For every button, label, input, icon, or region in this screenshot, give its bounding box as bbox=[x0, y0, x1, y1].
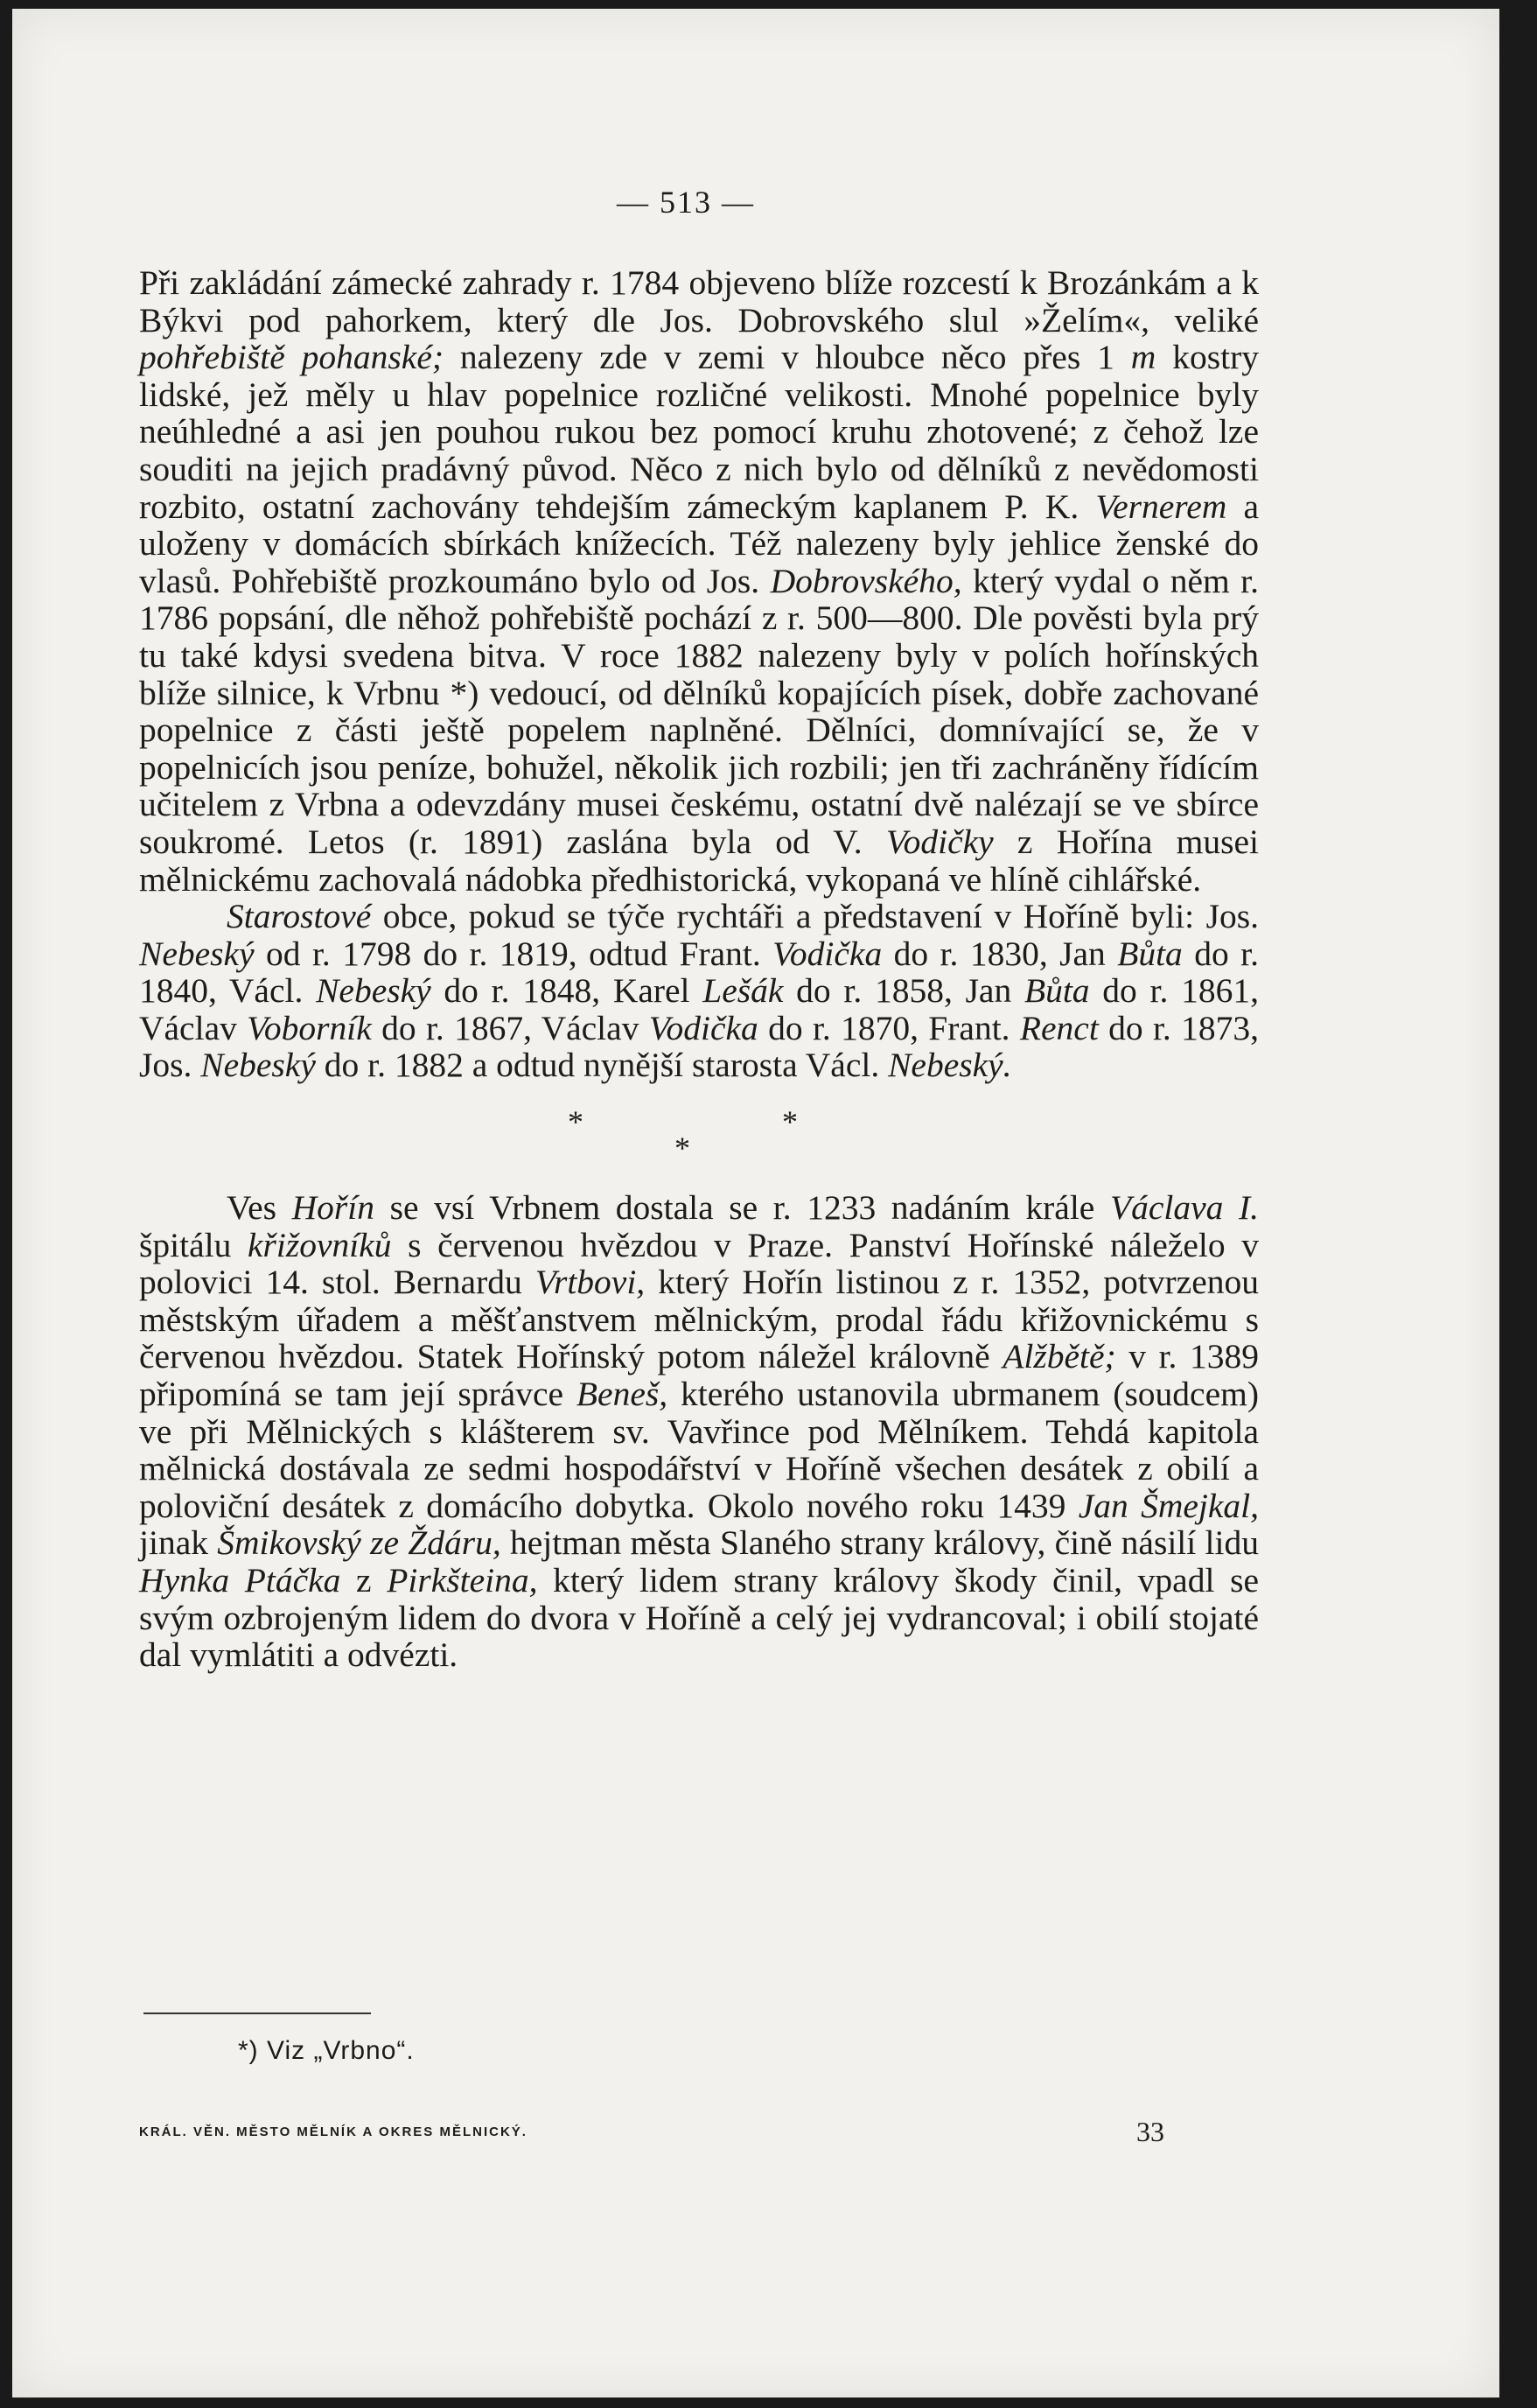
italic-name: Bůta bbox=[1024, 971, 1090, 1011]
page-number: — 513 — bbox=[617, 185, 755, 220]
italic-name: Alžbětě; bbox=[1003, 1337, 1116, 1376]
italic-name: Vodičky bbox=[885, 822, 994, 861]
italic-name: Lešák bbox=[702, 971, 784, 1011]
text-run: obce, pokud se týče rychtáři a představení v Hoříně byli: Jos. bbox=[371, 897, 1259, 936]
section-separator bbox=[139, 1084, 1259, 1189]
italic-name: Vodička bbox=[772, 934, 883, 973]
text-run: do r. 1873, Jos. bbox=[139, 1008, 1259, 1085]
footnote: *) Viz „Vrbno“. bbox=[238, 2036, 415, 2065]
text-run: od r. 1798 do r. 1819, odtud Frant. bbox=[254, 934, 773, 973]
text-run: jinak bbox=[139, 1523, 218, 1563]
text-run: z bbox=[340, 1561, 388, 1600]
text-run: s červenou hvězdou v Praze. Panství Hořínské náleželo v polovici 14. stol. Bernardu bbox=[139, 1225, 1260, 1302]
italic-name: křižovníků bbox=[247, 1225, 392, 1264]
paragraph-history bbox=[139, 1189, 1259, 1674]
italic-name: Hořín bbox=[291, 1188, 375, 1228]
text-run: špitálu bbox=[139, 1225, 248, 1264]
text-run: do r. 1861, Václav bbox=[139, 971, 1259, 1047]
text-run: z Hořína musei mělnickému zachovalá nádobka předhistorická, vykopaná ve hlíně cihlářské. bbox=[139, 822, 1259, 899]
text-run: hejtman města Slaného strany královy, čině násilí lidu bbox=[500, 1523, 1259, 1563]
text-run: kterého ustanovila ubrmanem (soudcem) ve při Mělnických s klášterem sv. Vavřince pod Mělníkem. Tehdá kapitola mělnická dostávala ze sedmi hospodářství v Hoříně všechen desátek z obilí a poloviční desátek z domácího dobytka. Okolo nového roku 1439 bbox=[139, 1375, 1260, 1525]
text-run: do r. 1867, Václav bbox=[371, 1008, 649, 1047]
text-run: do r. 1840, Václ. bbox=[139, 934, 1259, 1011]
italic-name: pohřebiště pohanské; bbox=[139, 338, 444, 377]
italic-name: Nebeský bbox=[139, 934, 255, 973]
italic-name: Dobrovského, bbox=[770, 561, 962, 600]
text-run: do r. 1830, Jan bbox=[882, 934, 1118, 973]
text-run: Ves bbox=[227, 1188, 292, 1228]
italic-name: Nebeský bbox=[200, 1046, 316, 1085]
italic-name: Václava I. bbox=[1109, 1188, 1259, 1228]
text-run: do r. 1858, Jan bbox=[783, 971, 1024, 1011]
document-page bbox=[12, 9, 1499, 2398]
text-run: do r. 1882 a odtud nynější starosta Václ. bbox=[315, 1046, 889, 1085]
sheet-number: 33 bbox=[1136, 2116, 1164, 2147]
italic-name: Beneš, bbox=[576, 1375, 668, 1414]
paragraph-mayors bbox=[139, 898, 1259, 1084]
italic-name: Vodička bbox=[648, 1008, 758, 1047]
italic-name: Vernerem bbox=[1095, 486, 1227, 526]
text-run: v r. 1389 připomíná se tam její správce bbox=[139, 1337, 1259, 1414]
text-run: nalezeny zde v zemi v hloubce něco přes 1 bbox=[444, 338, 1131, 377]
italic-name: Vrtbovi, bbox=[534, 1263, 646, 1302]
italic-name: Renct bbox=[1019, 1008, 1099, 1047]
italic-name: Šmikovský ze Ždáru, bbox=[217, 1523, 501, 1563]
italic-name: Jan Šmejkal, bbox=[1078, 1486, 1259, 1525]
italic-name: Nebeský. bbox=[888, 1046, 1012, 1085]
separator-star: * bbox=[568, 1104, 583, 1140]
italic-name: Voborník bbox=[247, 1008, 372, 1047]
italic-name: Hynka Ptáčka bbox=[139, 1561, 341, 1600]
text-run: kostry lidské, jež měly u hlav popelnice rozličné velikosti. Mnohé popelnice byly neúhledné a asi jen pouhou rukou bez pomocí kruhu zhotovené; z čehož lze souditi na jejich pradávný původ. Něco z nich bylo od dělníků z nevědomosti rozbito, ostatní zachovány tehdejším zámeckým kaplanem P. K. bbox=[139, 338, 1259, 526]
text-run: který lidem strany královy škody činil, vpadl se svým ozbrojeným lidem do dvora v Hoříně a celý jej vydrancoval; i obilí stojaté dal vymlátiti a odvézti. bbox=[139, 1561, 1259, 1675]
body-text bbox=[139, 264, 1259, 1674]
text-run: který Hořín listinou z r. 1352, potvrzenou městským úřadem a měšťanstvem mělnickým, prodal řádu křižovnickému s červenou hvězdou. Statek Hořínský potom náležel královně bbox=[139, 1263, 1259, 1376]
italic-name: m bbox=[1130, 338, 1156, 377]
italic-name: Bůta bbox=[1117, 934, 1183, 973]
text-run: do r. 1870, Frant. bbox=[758, 1008, 1020, 1047]
separator-star: * bbox=[782, 1104, 798, 1140]
text-run: který vydal o něm r. 1786 popsání, dle něhož pohřebiště pochází z r. 500—800. Dle pověsti byla prý tu také kdysi svedena bitva. V roce 1882 nalezeny byly v polích hořínských blíže silnice, k Vrbnu *) vedoucí, od dělníků kopajících písek, dobře zachované popelnice z části ještě popelem naplněné. Dělníci, domnívající se, že v popelnicích jsou peníze, bohužel, několik jich rozbili; jen tři zachráněny řídícím učitelem z Vrbna a odevzdány musei českému, ostatní dvě nalézají se ve sbírce soukromé. Letos (r. 1891) zaslána byla od V. bbox=[139, 561, 1259, 861]
separator-star: * bbox=[674, 1130, 690, 1166]
printer-signature: KRÁL. VĚN. MĚSTO MĚLNÍK A OKRES MĚLNICKÝ. bbox=[139, 2124, 527, 2139]
italic-name: Pirkšteina, bbox=[387, 1561, 538, 1600]
text-run: se vsí Vrbnem dostala se r. 1233 nadáním krále bbox=[374, 1188, 1110, 1228]
italic-name: Nebeský bbox=[316, 971, 431, 1011]
text-run: a uloženy v domácích sbírkách knížecích. Též nalezeny byly jehlice ženské do vlasů. Pohřebiště prozkoumáno bylo od Jos. bbox=[139, 486, 1259, 600]
italic-name: Starostové bbox=[227, 897, 372, 936]
text-run: do r. 1848, Karel bbox=[430, 971, 703, 1011]
footnote-divider bbox=[143, 2012, 371, 2014]
paragraph-excavations bbox=[139, 264, 1259, 898]
text-run: Při zakládání zámecké zahrady r. 1784 objeveno blíže rozcestí k Brozánkám a k Býkvi pod pahorkem, který dle Jos. Dobrovského slul »Želím«, veliké bbox=[139, 263, 1259, 340]
